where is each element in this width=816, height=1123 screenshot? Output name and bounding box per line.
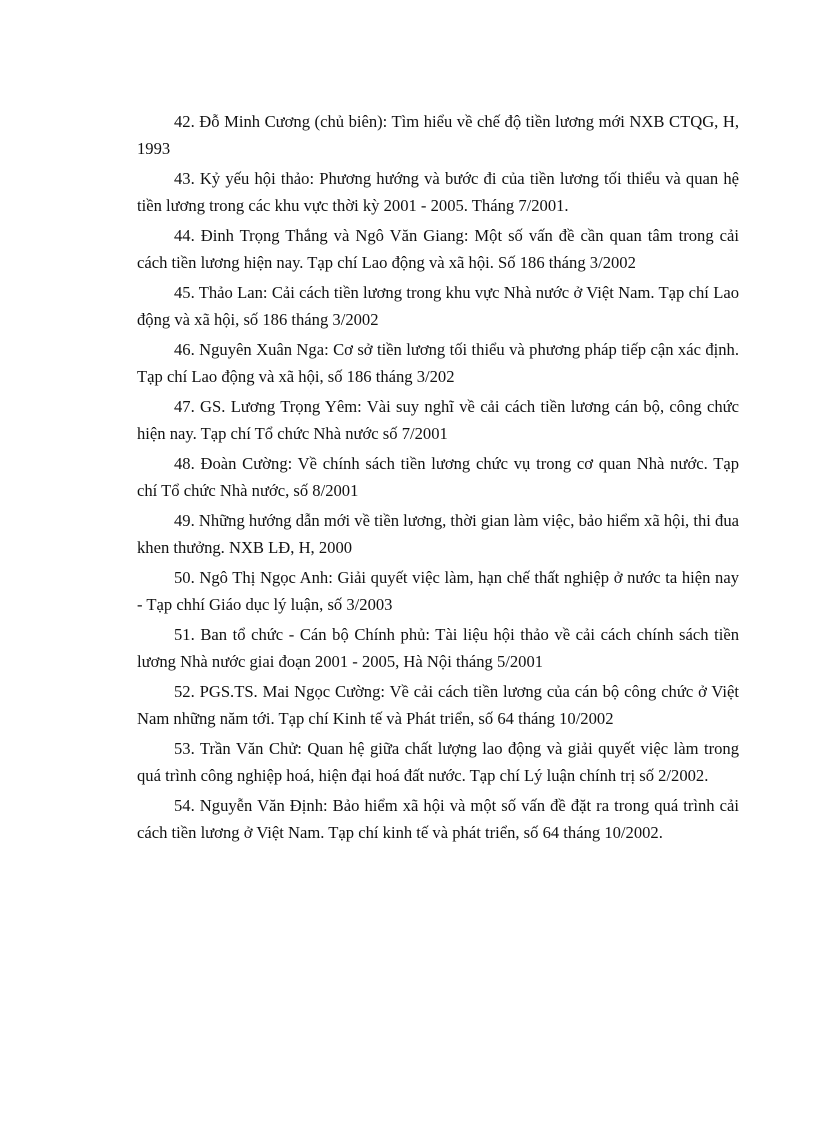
reference-item-53: 53. Trần Văn Chử: Quan hệ giữa chất lượng lao động và giải quyết việc làm trong quá trình công nghiệp hoá, hiện đại hoá đất nước. Tạp chí Lý luận chính trị số 2/2002. — [137, 739, 739, 785]
reference-item-45: 45. Thảo Lan: Cải cách tiền lương trong khu vực Nhà nước ở Việt Nam. Tạp chí Lao động và xã hội, số 186 tháng 3/2002 — [137, 283, 739, 329]
reference-item-46: 46. Nguyên Xuân Nga: Cơ sở tiền lương tối thiểu và phương pháp tiếp cận xác định. Tạp chí Lao động và xã hội, số 186 tháng 3/202 — [137, 340, 739, 386]
reference-item-48: 48. Đoàn Cường: Về chính sách tiền lương chức vụ trong cơ quan Nhà nước. Tạp chí Tổ chức Nhà nước, số 8/2001 — [137, 454, 739, 500]
reference-item-49: 49. Những hướng dẫn mới về tiền lương, thời gian làm việc, bảo hiểm xã hội, thi đua khen thưởng. NXB LĐ, H, 2000 — [137, 511, 739, 557]
reference-item-50: 50. Ngô Thị Ngọc Anh: Giải quyết việc làm, hạn chế thất nghiệp ở nước ta hiện nay - Tạp chhí Giáo dục lý luận, số 3/2003 — [137, 568, 739, 614]
reference-item-51: 51. Ban tổ chức - Cán bộ Chính phủ: Tài liệu hội thảo về cải cách chính sách tiền lương Nhà nước giai đoạn 2001 - 2005, Hà Nội tháng 5/2001 — [137, 625, 739, 671]
reference-item-52: 52. PGS.TS. Mai Ngọc Cường: Về cải cách tiền lương của cán bộ công chức ở Việt Nam những năm tới. Tạp chí Kinh tế và Phát triển, số 64 tháng 10/2002 — [137, 682, 739, 728]
reference-item-42: 42. Đỗ Minh Cương (chủ biên): Tìm hiểu về chế độ tiền lương mới NXB CTQG, H, 1993 — [137, 112, 739, 158]
reference-list — [137, 108, 739, 849]
reference-item-47: 47. GS. Lương Trọng Yêm: Vài suy nghĩ về cải cách tiền lương cán bộ, công chức hiện nay. Tạp chí Tổ chức Nhà nước số 7/2001 — [137, 397, 739, 443]
reference-item-44: 44. Đinh Trọng Thắng và Ngô Văn Giang: Một số vấn đề cần quan tâm trong cải cách tiền lương hiện nay. Tạp chí Lao động và xã hội. Số 186 tháng 3/2002 — [137, 226, 739, 272]
reference-item-54: 54. Nguyễn Văn Định: Bảo hiểm xã hội và một số vấn đề đặt ra trong quá trình cải cách tiền lương ở Việt Nam. Tạp chí kinh tế và phát triển, số 64 tháng 10/2002. — [137, 796, 739, 842]
reference-item-43: 43. Kỷ yếu hội thảo: Phương hướng và bước đi của tiền lương tối thiểu và quan hệ tiền lương trong các khu vực thời kỳ 2001 - 2005. Tháng 7/2001. — [137, 169, 739, 215]
